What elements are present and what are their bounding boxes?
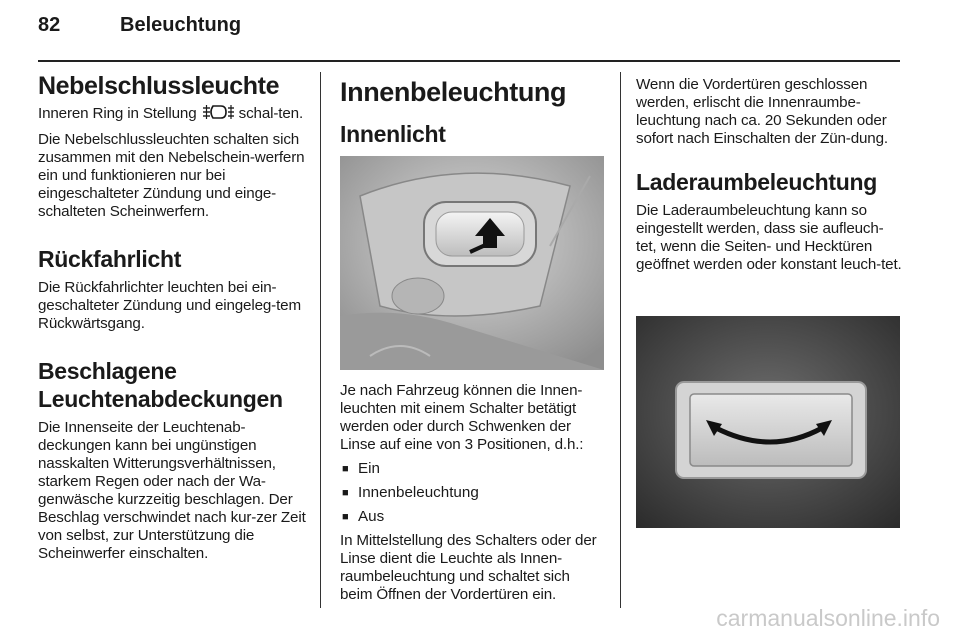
paragraph [38,104,306,125]
column-middle [340,72,606,610]
watermark: carmanualsonline.info [716,605,940,631]
page-header [38,14,242,37]
interior-light-photo [340,156,604,370]
chapter-title: Beleuchtung [120,14,242,36]
paragraph: Die Rückfahrlichter leuchten bei ein-geschalteter Zündung und eingeleg-tem Rückwärtsgang. [38,279,301,332]
paragraph: Je nach Fahrzeug können die Innen-leuchten mit einem Schalter betätigt werden oder durch Schwenken der Linse auf eine von 3 Positionen, d.h.: [340,382,584,453]
header-rule [38,60,900,62]
paragraph: Wenn die Vordertüren geschlossen werden, erlischt die Innenraumbe-leuchtung nach ca. 20 Sekunden oder sofort nach Einschalten der Zün-dung. [636,76,888,147]
paragraph: Die Innenseite der Leuchtenab-deckungen kann bei ungünstigen nasskalten Witterungsverhältnissen, starkem Regen oder nach der Wa-genwäsche kurzzeitig beschlagen. Der Beschlag verschwindet nach kur-zer Zeit von selbst, zur Unterstützung die Scheinwerfer einschalten. [38,419,306,562]
column-left [38,72,306,569]
paragraph-text: Inneren Ring in Stellung [38,105,197,122]
subsection-title-interior-light: Innenlicht [340,121,446,147]
paragraph-text: schal-ten. [238,105,304,122]
rear-fog-lamp-icon [201,104,235,125]
page-number: 82 [38,14,61,36]
list-item: ■ Innenbeleuchtung [340,484,606,502]
column-divider-left [320,72,321,608]
section-title-line: Beschlagene [38,358,177,384]
section-title-fog-lamp: Nebelschlussleuchte [38,72,280,100]
list-item: ■ Aus [340,508,606,526]
section-title-line: Leuchtenabdeckungen [38,386,283,412]
section-title-interior-lighting: Innenbeleuchtung [340,77,567,107]
column-divider-right [620,72,621,608]
paragraph: Die Laderaumbeleuchtung kann so eingestellt werden, dass sie aufleuch-tet, wenn die Seiten- und Hecktüren geöffnet werden oder konstant leuch-tet. [636,202,902,273]
paragraph: In Mittelstellung des Schalters oder der Linse dient die Leuchte als Innen-raumbeleuchtung und schaltet sich beim Öffnen der Vordertüren ein. [340,532,597,603]
load-compartment-light-photo [636,316,900,528]
switch-positions-list [340,460,606,526]
section-title-reverse-light: Rückfahrlicht [38,246,182,272]
list-item: ■ Ein [340,460,606,478]
paragraph: Die Nebelschlussleuchten schalten sich zusammen mit den Nebelschein-werfern ein und funktionieren nur bei eingeschalteter Zündung und einge-schalteten Scheinwerfern. [38,131,305,220]
column-right [636,72,902,280]
section-title-load-compartment-light: Laderaumbeleuchtung [636,169,877,195]
section-title-fogged-covers [38,357,306,413]
